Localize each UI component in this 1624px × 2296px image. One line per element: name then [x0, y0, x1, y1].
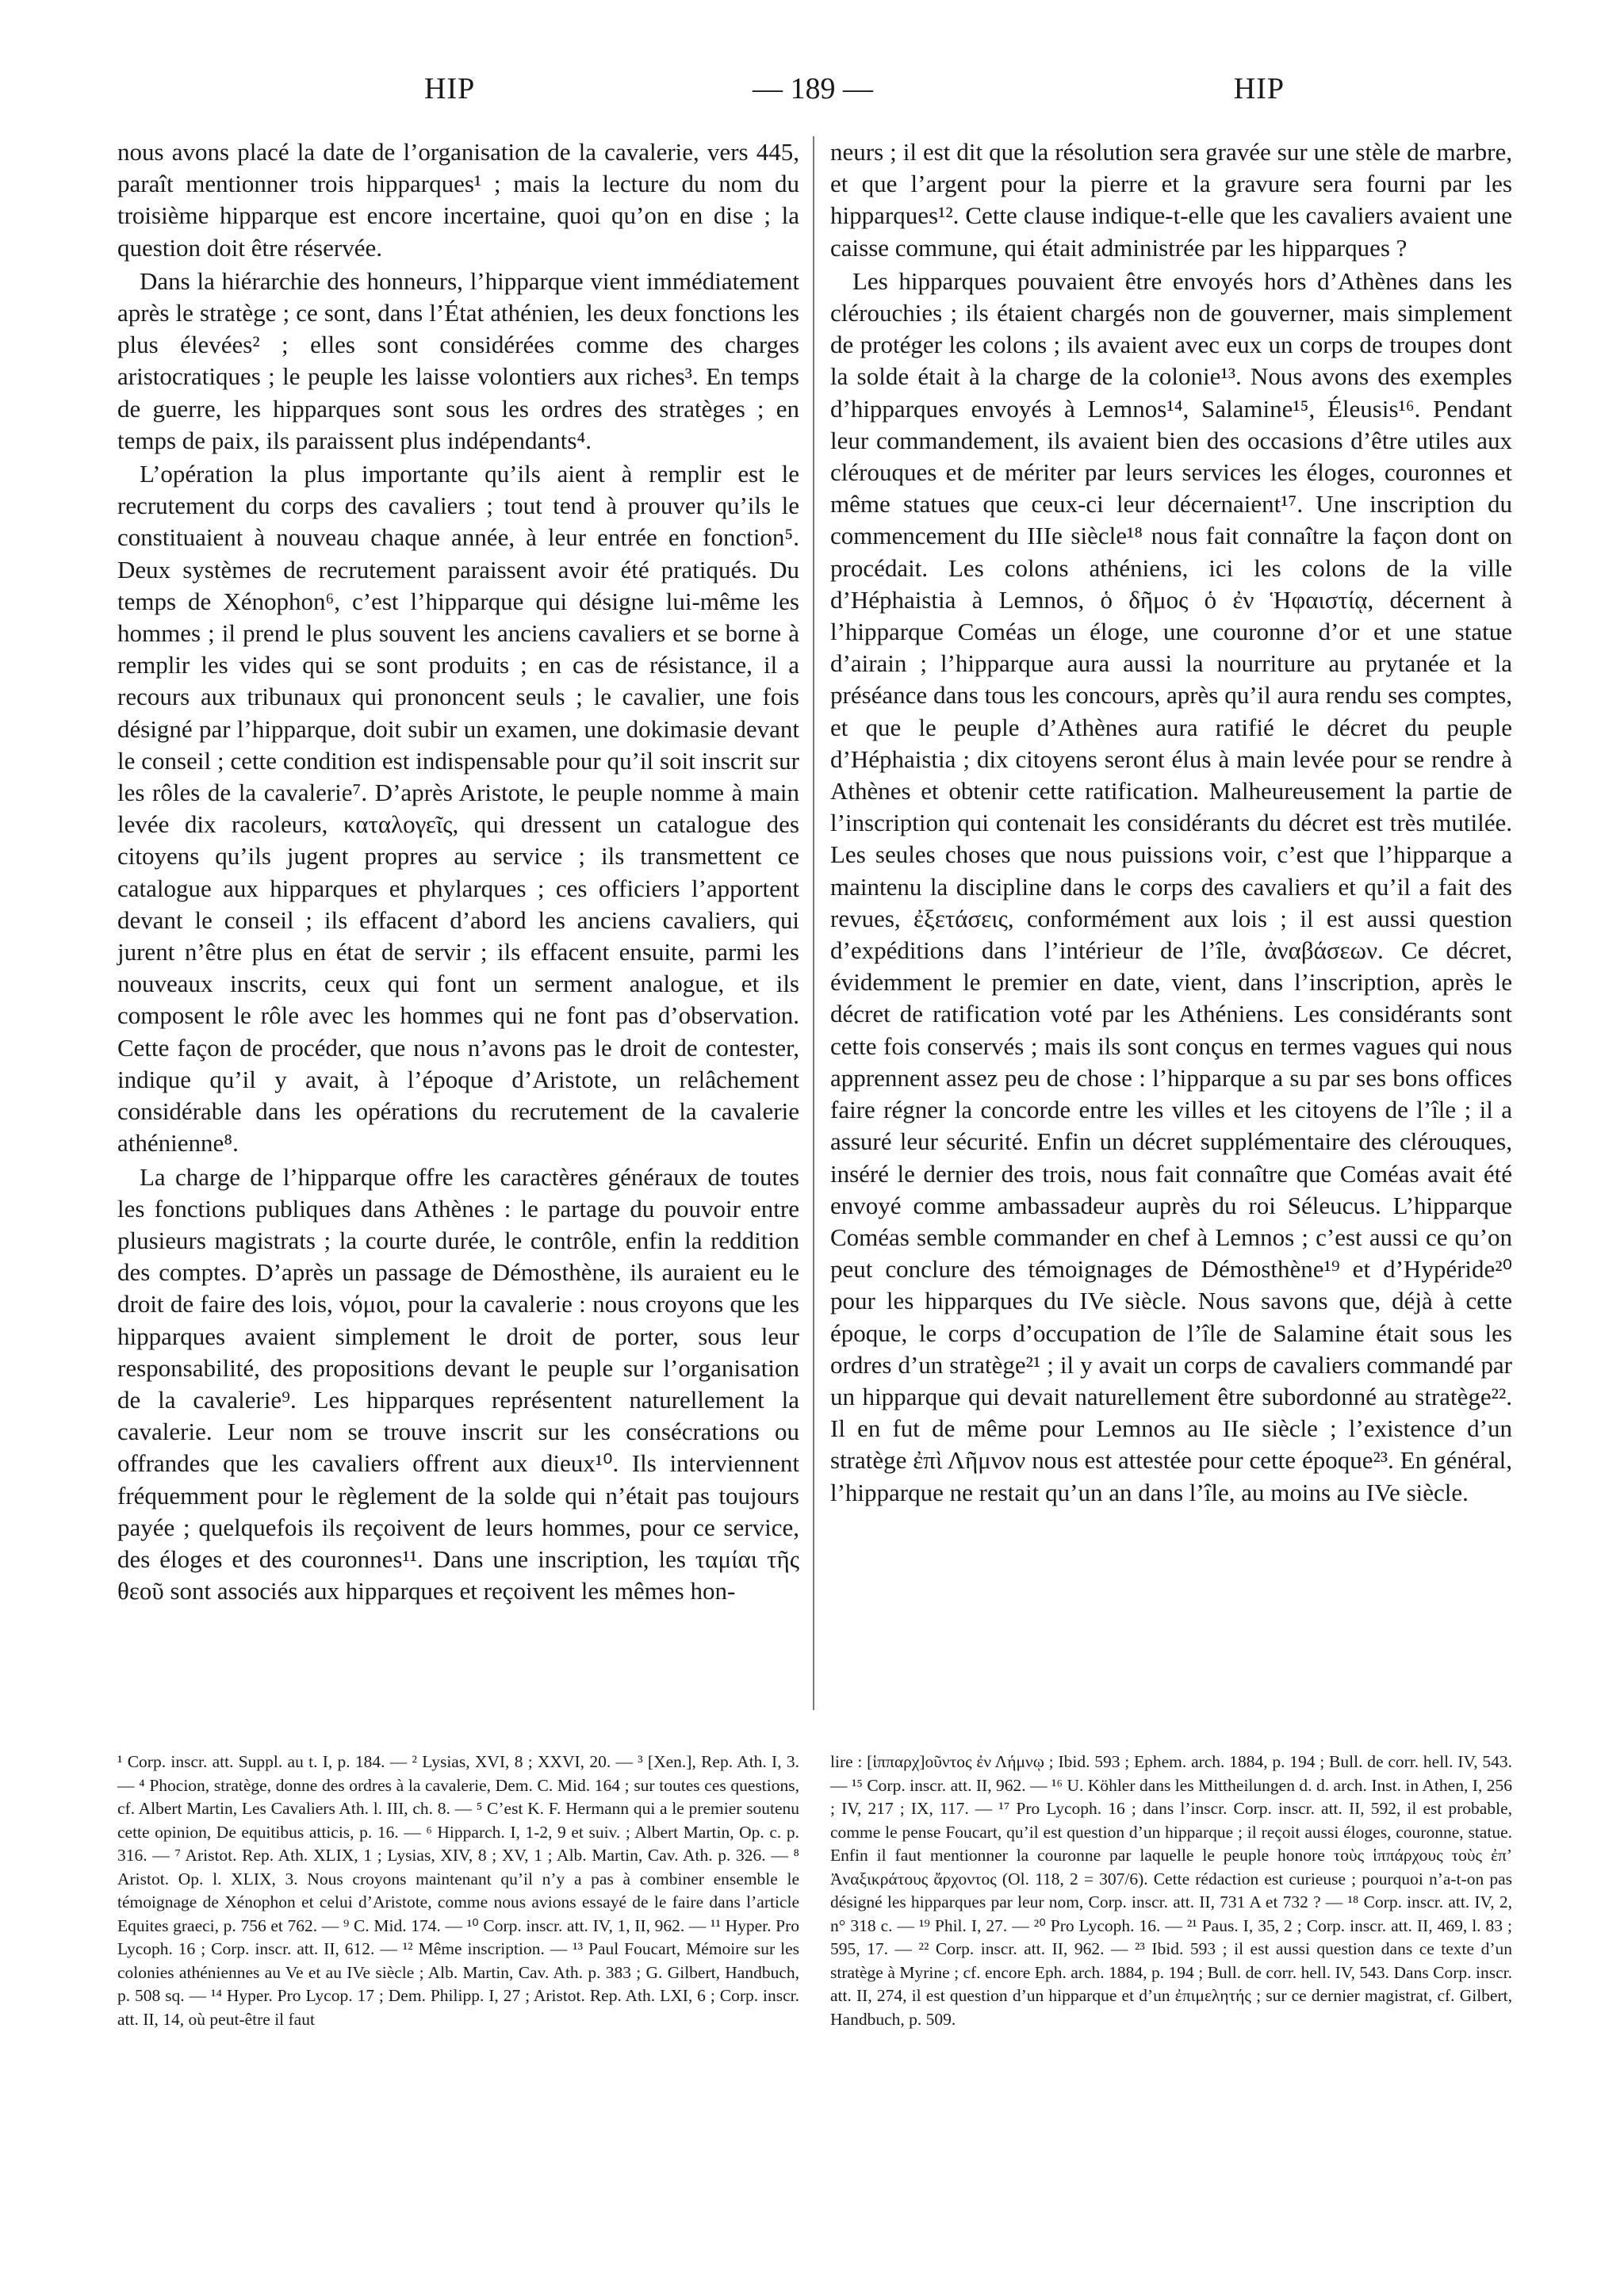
column-divider	[813, 136, 814, 1710]
left-column	[117, 136, 799, 1607]
footnotes-left-text: ¹ Corp. inscr. att. Suppl. au t. I, p. 184. — ² Lysias, XVI, 8 ; XXVI, 20. — ³ [Xen.], Rep. Ath. I, 3. — ⁴ Phocion, stratège, donne des ordres à la cavalerie, Dem. C. Mid. 164 ; sur toutes ces questions, cf. Albert Martin, Les Cavaliers Ath. l. III, ch. 8. — ⁵ C’est K. F. Hermann qui a le premier soutenu cette opinion, De equitibus atticis, p. 16. — ⁶ Hipparch. I, 1-2, 9 et suiv. ; Albert Martin, Op. c. p. 316. — ⁷ Aristot. Rep. Ath. XLIX, 1 ; Lysias, XIV, 8 ; XV, 1 ; Alb. Martin, Cav. Ath. p. 326. — ⁸ Aristot. Op. l. XLIX, 3. Nous croyons maintenant qu’il n’y a pas à combiner ensemble le témoignage de Xénophon et celui d’Aristote, comme nous avions essayé de le faire dans l’article Equites graeci, p. 756 et 762. — ⁹ C. Mid. 174. — ¹⁰ Corp. inscr. att. IV, 1, II, 962. — ¹¹ Hyper. Pro Lycoph. 16 ; Corp. inscr. att. II, 612. — ¹² Même inscription. — ¹³ Paul Foucart, Mémoire sur les colonies athéniennes au Ve et au IVe siècle ; Alb. Martin, Cav. Ath. p. 383 ; G. Gilbert, Handbuch, p. 508 sq. — ¹⁴ Hyper. Pro Lycop. 17 ; Dem. Philipp. I, 27 ; Aristot. Rep. Ath. LXI, 6 ; Corp. inscr. att. II, 14, où peut-être il faut	[117, 1752, 799, 2029]
footnotes-right-text: lire : [ἱππαρχ]οῦντος ἐν Λήμνῳ ; Ibid. 593 ; Ephem. arch. 1884, p. 194 ; Bull. de corr. hell. IV, 543. — ¹⁵ Corp. inscr. att. II, 962. — ¹⁶ U. Köhler dans les Mittheilungen d. d. arch. Inst. in Athen, I, 256 ; IV, 217 ; IX, 117. — ¹⁷ Pro Lycoph. 16 ; dans l’inscr. Corp. inscr. att. II, 592, il est probable, comme le pense Foucart, qu’il est question d’un hipparque ; il reçoit aussi éloges, couronne, statue. Enfin il faut mentionner la couronne par laquelle le peuple honore τοὺς ἱππάρχους τοὺς ἐπ’ Ἀναξικράτους ἄρχοντος (Ol. 118, 2 = 307/6). Cette rédaction est curieuse ; pourquoi n’a-t-on pas désigné les hipparques par leur nom, Corp. inscr. att. II, 731 A et 732 ? — ¹⁸ Corp. inscr. att. IV, 2, n° 318 c. — ¹⁹ Phil. I, 27. — ²⁰ Pro Lycoph. 16. — ²¹ Paus. I, 35, 2 ; Corp. inscr. att. II, 469, l. 83 ; 595, 17. — ²² Corp. inscr. att. II, 962. — ²³ Ibid. 593 ; il est aussi question dans ce texte d’un stratège à Myrine ; cf. encore Eph. arch. 1884, p. 194 ; Bull. de corr. hell. IV, 543. Dans Corp. inscr. att. II, 274, il est question d’un hipparque et d’un ἐπιμελητής ; sur ce dernier magistrat, cf. Gilbert, Handbuch, p. 509.	[830, 1752, 1512, 2029]
left-paragraph-3: L’opération la plus importante qu’ils aient à remplir est le recrutement du corps des cavaliers ; tout tend à prouver qu’ils le constituaient à nouveau chaque année, à leur entrée en fonction⁵. Deux systèmes de recrutement paraissent avoir été pratiqués. Du temps de Xénophon⁶, c’est l’hipparque qui désigne lui-même les hommes ; il prend le plus souvent les anciens cavaliers et se borne à remplir les vides qui se sont produits ; en cas de résistance, il a recours aux tribunaux qui prononcent seuls ; le cavalier, une fois désigné par l’hipparque, doit subir un examen, une dokimasie devant le conseil ; cette condition est indispensable pour qu’il soit inscrit sur les rôles de la cavalerie⁷. D’après Aristote, le peuple nomme à main levée dix racoleurs, καταλογεῖς, qui dressent un catalogue des citoyens qu’ils jugent propres au service ; ils transmettent ce catalogue aux hipparques et phylarques ; ces officiers l’apportent devant le conseil ; ils effacent d’abord les anciens cavaliers, qui jurent n’être plus en état de servir ; ils effacent ensuite, parmi les nouveaux inscrits, ceux qui font un serment analogue, et ils composent le rôle avec les hommes qui ne font pas d’observation. Cette façon de procéder, que nous n’avons pas le droit de contester, indique qu’il y avait, à l’époque d’Aristote, un relâchement considérable dans les opérations du recrutement de la cavalerie athénienne⁸.	[117, 460, 799, 1158]
right-paragraph-1: neurs ; il est dit que la résolution sera gravée sur une stèle de marbre, et que l’argent pour la pierre et la gravure sera fourni par les hipparques¹². Cette clause indique-t-elle que les cavaliers avaient une caisse commune, qui était administrée par les hipparques ?	[830, 138, 1512, 262]
header-right-title: HIP	[1233, 72, 1285, 105]
footnotes-left	[117, 1751, 799, 2031]
right-paragraph-2: Les hipparques pouvaient être envoyés hors d’Athènes dans les clérouchies ; ils étaient chargés non de gouverner, mais simplement de protéger les colons ; ils avaient avec eux un corps de troupes dont la solde était à la charge de la colonie¹³. Nous avons des exemples d’hipparques envoyés à Lemnos¹⁴, Salamine¹⁵, Éleusis¹⁶. Pendant leur commandement, ils avaient bien des occasions d’être utiles aux clérouques et de mériter par leurs services les éloges, couronnes et même statues que ceux-ci leur décernaient¹⁷. Une inscription du commencement du IIIe siècle¹⁸ nous fait connaître la façon dont on procédait. Les colons athéniens, ici les colons de la ville d’Héphaistia à Lemnos, ὁ δῆμος ὁ ἐν Ἡφαιστίᾳ, décernent à l’hipparque Coméas un éloge, une couronne d’or et une statue d’airain ; l’hipparque aura aussi la nourriture au prytanée et la préséance dans tous les concours, après qu’il aura rendu ses comptes, et que le peuple d’Athènes aura ratifié le décret du peuple d’Héphaistia ; dix citoyens seront élus à main levée pour se rendre à Athènes et obtenir cette ratification. Malheureusement la partie de l’inscription qui contenait les considérants du décret est très mutilée. Les seules choses que nous puissions voir, c’est que l’hipparque a maintenu la discipline dans le corps des cavaliers et qu’il a fait des revues, ἐξετάσεις, conformément aux lois ; il est aussi question d’expéditions dans l’intérieur de l’île, ἀναβάσεων. Ce décret, évidemment le premier en date, vient, dans l’inscription, après le décret de ratification voté par les Athéniens. Les considérants sont cette fois conservés ; mais ils sont conçus en termes vagues qui nous apprennent assez peu de chose : l’hipparque a su par ses bons offices faire régner la concorde entre les villes et les citoyens de l’île ; il a assuré leur sécurité. Enfin un décret supplémentaire des clérouques, inséré le dernier des trois, nous fait connaître que Coméas avait été envoyé comme ambassadeur auprès du roi Séleucus. L’hipparque Coméas semble commander en chef à Lemnos ; c’est aussi ce qu’on peut conclure des témoignages de Démosthène¹⁹ et d’Hypéride²⁰ pour les hipparques du IVe siècle. Nous savons que, déjà à cette époque, le corps d’occupation de l’île de Salamine était sous les ordres d’un stratège²¹ ; il y avait un corps de cavaliers commandé par un hipparque qui devait naturellement être subordonné au stratège²². Il en fut de même pour Lemnos au IIe siècle ; l’existence d’un stratège ἐπὶ Λῆμνον nous est attestée pour cette époque²³. En général, l’hipparque ne restait qu’un an dans l’île, au moins au IVe siècle.	[830, 266, 1512, 1506]
left-paragraph-4: La charge de l’hipparque offre les caractères généraux de toutes les fonctions publiques dans Athènes : le partage du pouvoir entre plusieurs magistrats ; la courte durée, le contrôle, enfin la reddition des comptes. D’après un passage de Démosthène, ils auraient eu le droit de faire des lois, νόμοι, pour la cavalerie : nous croyons que les hipparques avaient simplement le droit de porter, sous leur responsabilité, des propositions devant le peuple sur l’organisation de la cavalerie⁹. Les hipparques représentent naturellement la cavalerie. Leur nom se trouve inscrit sur les consécrations ou offrandes que les cavaliers offrent aux dieux¹⁰. Ils interviennent fréquemment pour le règlement de la solde qui n’était pas toujours payée ; quelquefois ils reçoivent de leurs hommes, pour ce service, des éloges et des couronnes¹¹. Dans une inscription, les ταμίαι τῆς θεοῦ sont associés aux hipparques et reçoivent les mêmes hon-	[117, 1162, 799, 1605]
right-column	[830, 136, 1512, 1509]
left-paragraph-2: Dans la hiérarchie des honneurs, l’hipparque vient immédiatement après le stratège ; ce sont, dans l’État athénien, les deux fonctions les plus élevées² ; elles sont considérées comme des charges aristocratiques ; le peuple les laisse volontiers aux riches³. En temps de guerre, les hipparques sont sous les ordres des stratèges ; en temps de paix, ils paraissent plus indépendants⁴.	[117, 266, 799, 454]
page-number: — 189 —	[753, 72, 873, 105]
header-left-title: HIP	[424, 72, 476, 105]
footnotes-right	[830, 1751, 1512, 2031]
left-paragraph-1: nous avons placé la date de l’organisation de la cavalerie, vers 445, paraît mentionner trois hipparques¹ ; mais la lecture du nom du troisième hipparque est encore incertaine, quoi qu’on en dise ; la question doit être réservée.	[117, 138, 799, 262]
page-header	[119, 71, 1507, 127]
